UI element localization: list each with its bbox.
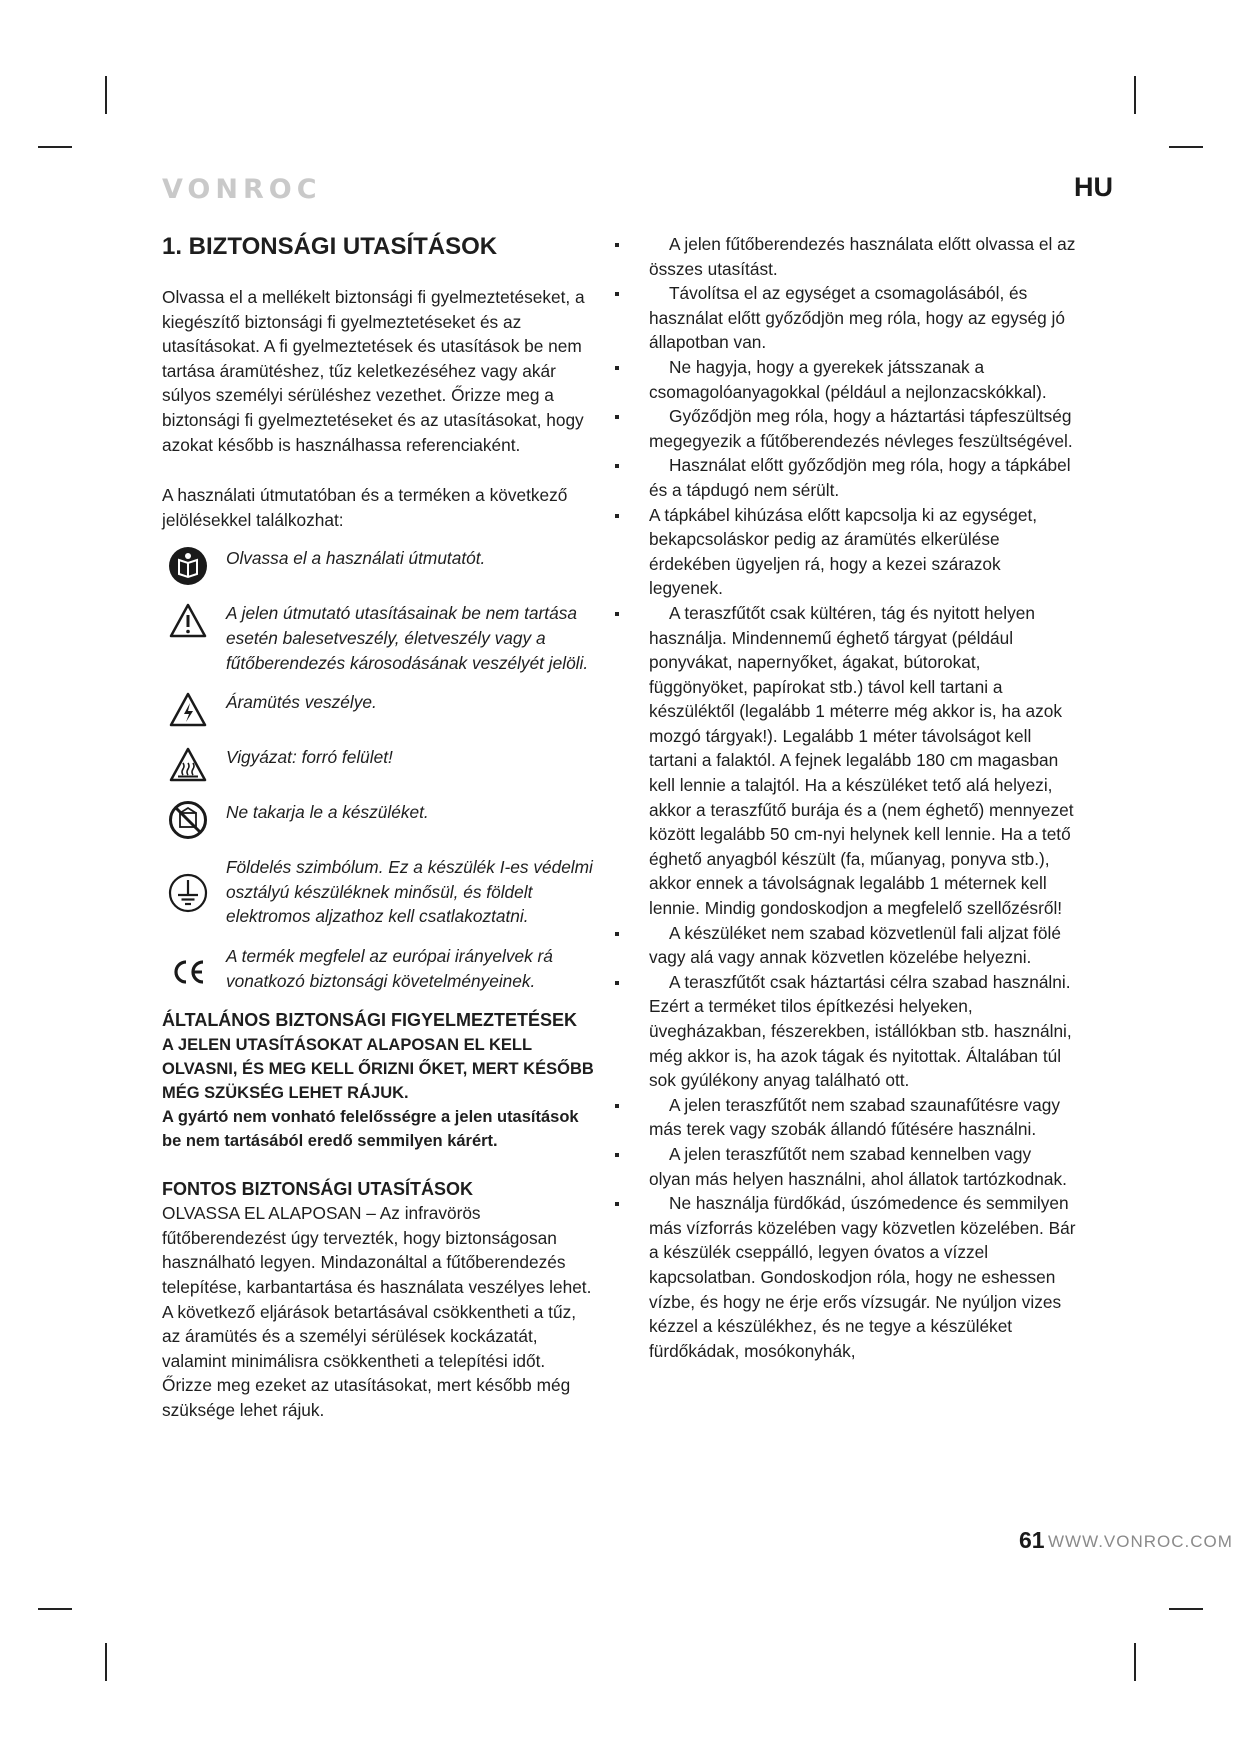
important-heading: FONTOS BIZTONSÁGI UTASÍTÁSOK	[162, 1178, 474, 1199]
symbol-description: Vigyázat: forró felület!	[226, 747, 393, 768]
list-item: A jelen teraszfűtőt nem szabad szaunafűtésre vagy más terek vagy szobák állandó fűtésére használni.	[615, 1093, 1077, 1142]
page-number: 61	[1019, 1527, 1045, 1553]
symbols-intro: A használati útmutatóban és a terméken a következő jelölésekkel találkozhat:	[162, 485, 568, 530]
crop-mark	[1134, 1643, 1136, 1681]
symbol-row	[162, 601, 594, 675]
ce-mark-icon	[162, 944, 214, 992]
list-item: Távolítsa el az egységet a csomagolásából, és használat előtt győződjön meg róla, hogy az egység jó állapotban van.	[615, 281, 1077, 355]
symbol-list	[162, 546, 594, 993]
safety-bullet-list	[615, 232, 1077, 1363]
crop-mark	[38, 146, 72, 148]
general-warnings-heading: ÁLTALÁNOS BIZTONSÁGI FIGYELMEZTETÉSEK	[162, 1010, 578, 1031]
section-title: 1. BIZTONSÁGI UTASÍTÁSOK	[162, 233, 498, 260]
general-warnings-caps: A JELEN UTASÍTÁSOKAT ALAPOSAN EL KELL OLVASNI, ÉS MEG KELL ŐRIZNI ŐKET, MERT KÉSŐBB MÉG SZÜKSÉG LEHET RÁJUK.	[162, 1035, 594, 1102]
list-item: A teraszfűtőt csak kültéren, tág és nyitott helyen használja. Mindennemű éghető tárgyat (például ponyvákat, napernyőket, ágakat, bútorokat, függönyöket, papírokat stb.) távol kell tartani a készüléktől (legalább 1 méterre még akkor is, ha azok mozgó tárgyak!). Legalább 1 méter távolságot kell tartani a falaktól. A fejnek legalább 180 cm magasban kell lennie a talajtól. Ha a készüléket tető alá helyezi, akkor a teraszfűtő burája és a (nem éghető) mennyezet között legalább 50 cm-nyi helynek kell lennie. Ha a tető éghető anyagból készült (fa, műanyag, ponyva stb.), akkor ennek a távolságnak legalább 1 méternek kell lennie. Mindig gondoskodjon a megfelelő szellőzésről!	[615, 601, 1077, 921]
symbol-description: Olvassa el a használati útmutatót.	[226, 548, 486, 569]
symbol-description: Áramütés veszélye.	[226, 692, 377, 713]
list-item: Használat előtt győződjön meg róla, hogy a tápkábel és a tápdugó nem sérült.	[615, 453, 1077, 502]
symbol-description: Ne takarja le a készüléket.	[226, 802, 429, 823]
list-item: A készüléket nem szabad közvetlenül fali aljzat fölé vagy alá vagy annak közvetlen közelébe helyezni.	[615, 921, 1077, 970]
list-item: A tápkábel kihúzása előtt kapcsolja ki az egységet, bekapcsoláskor pedig az áramütés elkerülése érdekében ügyeljen rá, hogy a kezei szárazok legyenek.	[615, 503, 1077, 601]
website-url: WWW.VONROC.COM	[1048, 1532, 1233, 1551]
list-item: Ne hagyja, hogy a gyerekek játsszanak a csomagolóanyagokkal (például a nejlonzacskókkal).	[615, 355, 1077, 404]
liability-note: A gyártó nem vonható felelősségre a jelen utasítások be nem tartásából eredő semmilyen kárért.	[162, 1107, 579, 1150]
crop-mark	[1134, 76, 1136, 114]
symbol-row	[162, 944, 594, 993]
crop-mark	[1169, 146, 1203, 148]
electric-shock-icon	[162, 690, 214, 730]
crop-mark	[105, 1643, 107, 1681]
crop-mark	[38, 1608, 72, 1610]
symbol-description: Földelés szimbólum. Ez a készülék I-es védelmi osztályú készüléknek minősül, és földelt elektromos aljzathoz kell csatlakoztatni.	[226, 857, 593, 927]
crop-mark	[1169, 1608, 1203, 1610]
intro-paragraph: Olvassa el a mellékelt biztonsági fi gyelmeztetéseket, a kiegészítő biztonsági fi gyelmeztetéseket és az utasításokat. A fi gyelmeztetések és utasítások be nem tartása áramütéshez, tűz keletkezéséhez vagy akár súlyos személyi sérüléshez vezethet. Őrizze meg a biztonsági fi gyelmeztetéseket és az utasításokat, hogy azokat később is használhassa referenciaként.	[162, 287, 585, 455]
list-item: A jelen fűtőberendezés használata előtt olvassa el az összes utasítást.	[615, 232, 1077, 281]
important-paragraph: OLVASSA EL ALAPOSAN – Az infravörös fűtőberendezést úgy tervezték, hogy biztonságosan használható legyen. Mindazonáltal a fűtőberendezés telepítése, karbantartása és használata veszélyes lehet. A következő eljárások betartásával csökkentheti a tűz, az áramütés és a személyi sérülések kockázatát, valamint minimálisra csökkentheti a telepítési időt. Őrizze meg ezeket az utasításokat, mert később még szüksége lehet rájuk.	[162, 1203, 592, 1421]
symbol-row	[162, 546, 594, 586]
symbol-row	[162, 800, 594, 840]
list-item: Győződjön meg róla, hogy a háztartási tápfeszültség megegyezik a fűtőberendezés névleges feszültségével.	[615, 404, 1077, 453]
symbol-row	[162, 855, 594, 929]
list-item: Ne használja fürdőkád, úszómedence és semmilyen más vízforrás közelében vagy közvetlen közelében. Bár a készülék cseppálló, legyen óvatos a vízzel kapcsolatban. Gondoskodjon róla, hogy ne eshessen vízbe, és hogy ne érje erős vízsugár. Ne nyúljon vizes kézzel a készülékhez, és ne tegye a készüléket fürdőkádak, mosókonyhák,	[615, 1191, 1077, 1363]
warning-triangle-icon	[162, 601, 214, 641]
crop-mark	[105, 76, 107, 114]
symbol-description: A jelen útmutató utasításainak be nem tartása esetén balesetveszély, életveszély vagy a fűtőberendezés károsodásának veszélyét jelöli.	[226, 603, 589, 673]
right-column	[615, 232, 1077, 1363]
read-manual-icon	[162, 546, 214, 586]
hot-surface-icon	[162, 745, 214, 785]
brand-logo: VONROC	[162, 174, 322, 205]
symbol-row	[162, 690, 594, 730]
list-item: A teraszfűtőt csak háztartási célra szabad használni. Ezért a terméket tilos építkezési helyeken, üvegházakban, fészerekben, istállókban stb. használni, még akkor is, ha azok tágak és nyitottak. Általában túl sok gyúlékony anyag található ott.	[615, 970, 1077, 1093]
symbol-description: A termék megfelel az európai irányelvek rá vonatkozó biztonsági követelményeinek.	[226, 945, 553, 991]
do-not-cover-icon	[162, 800, 214, 840]
list-item: A jelen teraszfűtőt nem szabad kennelben vagy olyan más helyen használni, ahol állatok tartózkodnak.	[615, 1142, 1077, 1191]
symbol-row	[162, 745, 594, 785]
left-column	[162, 232, 594, 1423]
language-code: HU	[1074, 172, 1113, 202]
earth-ground-icon	[162, 855, 214, 913]
